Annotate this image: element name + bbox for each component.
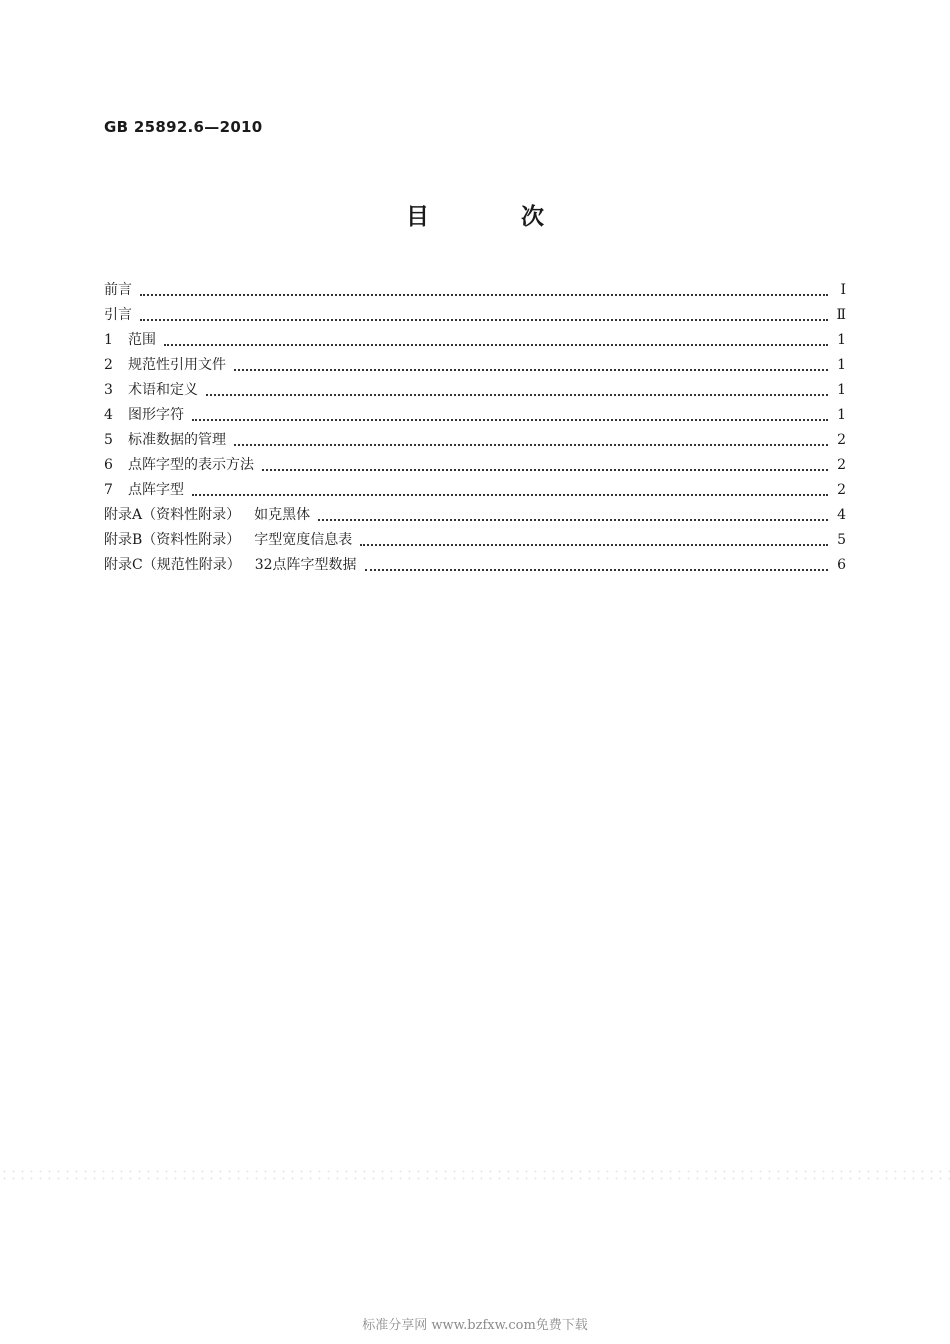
toc-entry-label: 引言 <box>104 307 132 323</box>
toc-entry-number: 附录C（规范性附录） <box>104 557 241 573</box>
toc-entry-appendix-c[interactable] <box>104 553 846 578</box>
toc-entry-page: 1 <box>837 357 846 373</box>
toc-entry-label: 术语和定义 <box>128 382 198 398</box>
toc-entry-number: 6 <box>104 457 113 473</box>
toc-entry-number: 附录B（资料性附录） <box>104 532 241 548</box>
toc-entry-number: 5 <box>104 432 113 448</box>
dot-leader <box>234 369 828 371</box>
toc-entry-page: Ⅰ <box>840 282 846 298</box>
toc-entry-graphic-characters[interactable] <box>104 403 846 428</box>
toc-entry-normative-references[interactable] <box>104 353 846 378</box>
toc-entry-page: 2 <box>837 482 846 498</box>
dot-leader <box>365 569 828 571</box>
dot-leader <box>192 419 828 421</box>
toc-entry-number: 7 <box>104 482 113 498</box>
standard-code: GB 25892.6—2010 <box>104 118 263 136</box>
toc-entry-label: 如克黑体 <box>254 507 311 523</box>
dot-leader <box>164 344 828 346</box>
toc-entry-label: 点阵字型 <box>128 482 184 498</box>
toc-entry-foreword[interactable] <box>104 278 846 303</box>
toc-entry-page: 2 <box>837 457 846 473</box>
toc-entry-number: 4 <box>104 407 113 423</box>
toc-entry-page: 1 <box>837 332 846 348</box>
toc-entry-page: 1 <box>837 407 846 423</box>
toc-entry-introduction[interactable] <box>104 303 846 328</box>
dot-leader <box>360 544 828 546</box>
page-title: 目 次 <box>405 204 586 230</box>
toc-entry-number: 3 <box>104 382 113 398</box>
scan-artifact <box>0 1168 950 1182</box>
watermark-footer: 标准分享网 www.bzfxw.com免费下载 <box>362 1318 588 1333</box>
toc-entry-data-management[interactable] <box>104 428 846 453</box>
toc-entry-dot-matrix-fonts[interactable] <box>104 478 846 503</box>
toc-entry-number: 附录A（资料性附录） <box>104 507 241 523</box>
toc-entry-label: 图形字符 <box>128 407 184 423</box>
dot-leader <box>140 294 828 296</box>
toc-entry-page: 5 <box>837 532 846 548</box>
toc-entry-label: 范围 <box>128 332 156 348</box>
toc-entry-representation[interactable] <box>104 453 846 478</box>
dot-leader <box>140 319 828 321</box>
toc-entry-page: 4 <box>837 507 846 523</box>
dot-leader <box>234 444 828 446</box>
toc-entry-scope[interactable] <box>104 328 846 353</box>
toc-entry-label: 标准数据的管理 <box>128 432 226 448</box>
toc-entry-page: Ⅱ <box>836 307 846 323</box>
toc-entry-label: 规范性引用文件 <box>128 357 226 373</box>
table-of-contents <box>104 278 846 578</box>
toc-entry-appendix-b[interactable] <box>104 528 846 553</box>
toc-entry-label: 32点阵字型数据 <box>254 557 357 573</box>
toc-entry-terms[interactable] <box>104 378 846 403</box>
dot-leader <box>206 394 828 396</box>
dot-leader <box>192 494 828 496</box>
dot-leader <box>262 469 828 471</box>
toc-entry-label: 点阵字型的表示方法 <box>128 457 254 473</box>
toc-entry-page: 2 <box>837 432 846 448</box>
toc-entry-page: 1 <box>837 382 846 398</box>
toc-entry-number: 1 <box>104 332 113 348</box>
toc-entry-number: 2 <box>104 357 113 373</box>
dot-leader <box>318 519 828 521</box>
toc-entry-page: 6 <box>837 557 846 573</box>
toc-entry-label: 字型宽度信息表 <box>254 532 353 548</box>
toc-entry-label: 前言 <box>104 282 132 298</box>
toc-entry-appendix-a[interactable] <box>104 503 846 528</box>
